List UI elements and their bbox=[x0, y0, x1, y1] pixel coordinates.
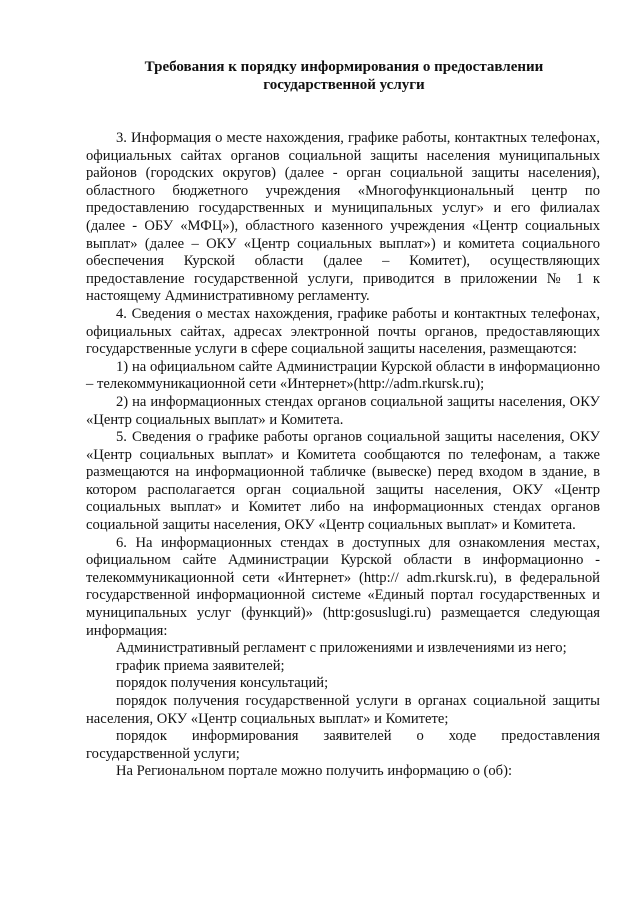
regional-portal-paragraph: На Региональном портале можно получить информацию о (об): bbox=[116, 763, 513, 780]
title-line-1: Требования к порядку информирования о предоставлении bbox=[144, 59, 544, 75]
paragraph-4: 4. Сведения о местах нахождения, графике работы и контактных телефонах, официальных сайтах, адресах электронной почты органов, предоставляющих государственные услуги в сфере социальной защиты населения, размещаются: bbox=[86, 305, 600, 358]
title-line-2: государственной услуги bbox=[263, 77, 425, 93]
paragraph-4-item-2: 2) на информационных стендах органов социальной защиты населения, ОКУ «Центр социальных выплат» и Комитета. bbox=[86, 393, 600, 428]
list-item-consultations: порядок получения консультаций; bbox=[116, 675, 329, 692]
list-item-service-order: порядок получения государственной услуги в органах социальной защиты населения, ОКУ «Центр социальных выплат» и Комитете; bbox=[86, 693, 600, 727]
paragraph-6: 6. На информационных стендах в доступных для ознакомления местах, официальном сайте Администрации Курской области в информационно - телекоммуникационной сети «Интернет» (http:// adm.rkursk.ru), в федеральной государственной информационной системе «Единый портал государственных и муниципальных услуг (функций)» (http:gosuslugi.ru) размещается следующая информация: bbox=[86, 534, 600, 639]
list-item-regulation: Административный регламент с приложениями и извлечениями из него; bbox=[116, 640, 567, 657]
document-title bbox=[88, 58, 600, 94]
document-body bbox=[86, 130, 600, 781]
list-item-informing: порядок информирования заявителей о ходе предоставления государственной услуги; bbox=[86, 728, 600, 762]
paragraph-5: 5. Сведения о графике работы органов социальной защиты населения, ОКУ «Центр социальных выплат» и Комитета сообщаются по телефонам, а также размещаются на информационной табличке (вывеске) перед входом в здание, в котором располагается орган социальной защиты населения, ОКУ «Центр социальных выплат» и Комитет либо на информационных стендах органов социальной защиты населения, ОКУ «Центр социальных выплат» и Комитета. bbox=[86, 429, 600, 534]
paragraph-3: 3. Информация о месте нахождения, графике работы, контактных телефонах, официальных сайтах органов социальной защиты населения муниципальных районов (городских округов) (далее - орган социальной защиты населения), областного бюджетного учреждения «Многофункциональный центр по предоставлению государственных и муниципальных услуг» и его филиалах (далее - ОБУ «МФЦ»), областного казенного учреждения «Центр социальных выплат» (далее – ОКУ «Центр социальных выплат») и комитета социального обеспечения Курской области (далее – Комитет), осуществляющих предоставление государственной услуги, приводится в приложении № 1 к настоящему Административному регламенту. bbox=[86, 130, 600, 305]
paragraph-4-item-1: 1) на официальном сайте Администрации Курской области в информационно – телекоммуникационной сети «Интернет»(http://adm.rkursk.ru); bbox=[86, 358, 600, 393]
list-item-schedule: график приема заявителей; bbox=[116, 657, 285, 674]
